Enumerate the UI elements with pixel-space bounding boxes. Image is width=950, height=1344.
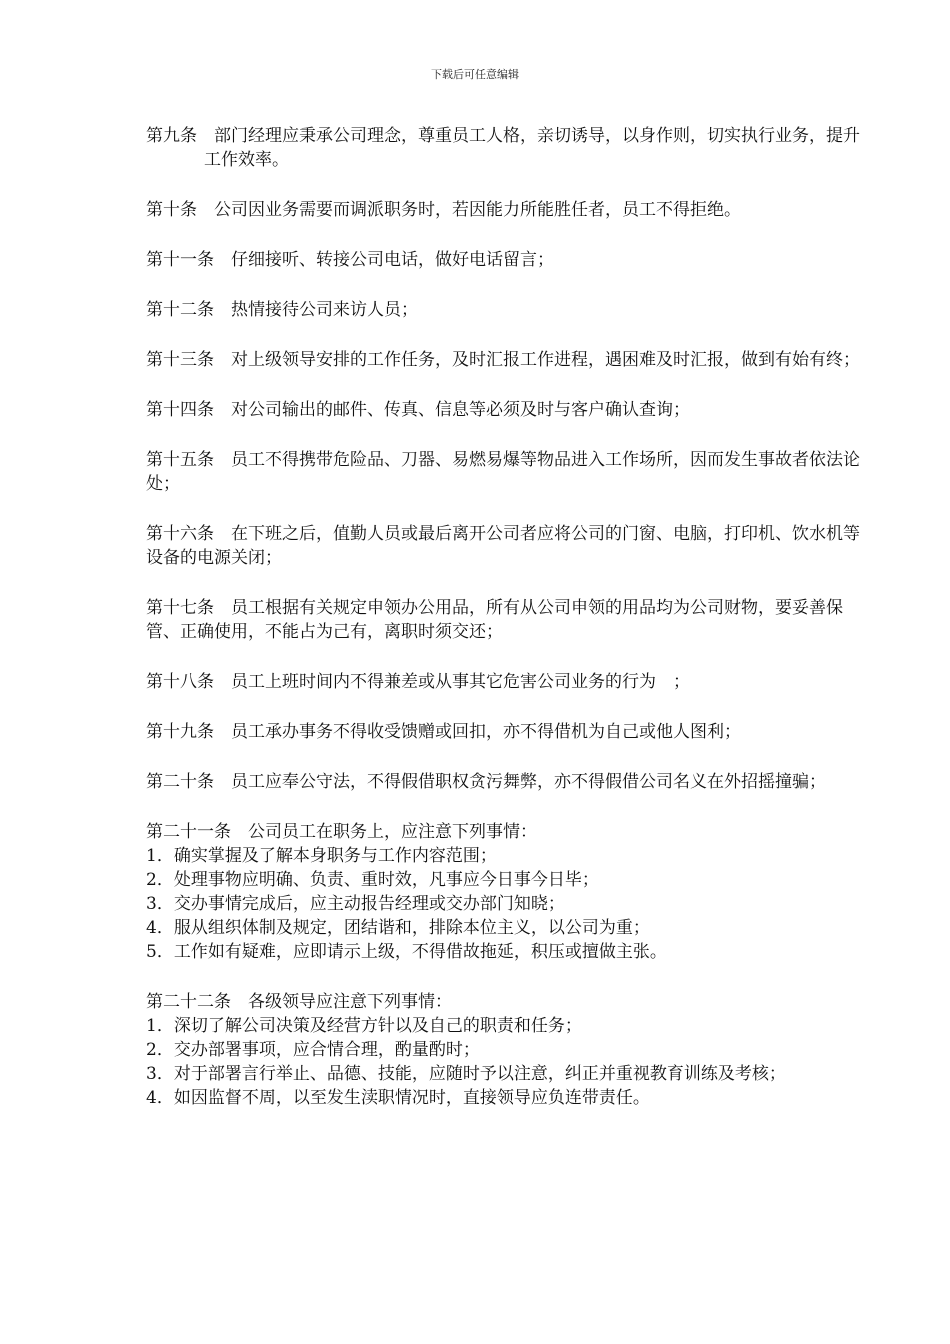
article-18: 第十八条 员工上班时间内不得兼差或从事其它危害公司业务的行为 ； bbox=[146, 672, 690, 692]
list-item: 3．交办事情完成后，应主动报告经理或交办部门知晓； bbox=[146, 894, 565, 914]
list-item: 1．确实掌握及了解本身职务与工作内容范围； bbox=[146, 846, 497, 866]
article-11: 第十一条 仔细接听、转接公司电话，做好电话留言； bbox=[146, 250, 554, 270]
article-20: 第二十条 员工应奉公守法，不得假借职权贪污舞弊，亦不得假借公司名义在外招摇撞骗； bbox=[146, 772, 826, 792]
page-header: 下载后可任意编辑 bbox=[431, 68, 519, 81]
article-22 bbox=[146, 990, 866, 1110]
list-item: 1．深切了解公司决策及经营方针以及自己的职责和任务； bbox=[146, 1016, 582, 1036]
article-9: 第九条 部门经理应秉承公司理念，尊重员工人格，亲切诱导，以身作则，切实执行业务，提升工作效率。 bbox=[146, 126, 860, 170]
list-item: 2．处理事物应明确、负责、重时效，凡事应今日事今日毕； bbox=[146, 870, 599, 890]
article-10: 第十条 公司因业务需要而调派职务时，若因能力所能胜任者，员工不得拒绝。 bbox=[146, 200, 741, 220]
article-14: 第十四条 对公司输出的邮件、传真、信息等必须及时与客户确认查询； bbox=[146, 400, 690, 420]
article-19: 第十九条 员工承办事务不得收受馈赠或回扣，亦不得借机为自己或他人图利； bbox=[146, 722, 741, 742]
article-21-title: 第二十一条 公司员工在职务上，应注意下列事情： bbox=[146, 822, 537, 842]
article-22-title: 第二十二条 各级领导应注意下列事情： bbox=[146, 992, 452, 1012]
list-item: 4．如因监督不周，以至发生渎职情况时，直接领导应负连带责任。 bbox=[146, 1088, 650, 1108]
article-21 bbox=[146, 820, 866, 964]
article-17: 第十七条 员工根据有关规定申领办公用品，所有从公司申领的用品均为公司财物，要妥善保管、正确使用，不能占为己有，离职时须交还； bbox=[146, 598, 843, 642]
list-item: 5．工作如有疑难，应即请示上级，不得借故拖延，积压或擅做主张。 bbox=[146, 942, 667, 962]
list-item: 2．交办部署事项，应合情合理，酌量酌时； bbox=[146, 1040, 480, 1060]
list-item: 3．对于部署言行举止、品德、技能，应随时予以注意，纠正并重视教育训练及考核； bbox=[146, 1064, 786, 1084]
article-13: 第十三条 对上级领导安排的工作任务，及时汇报工作进程，遇困难及时汇报，做到有始有终； bbox=[146, 350, 860, 370]
article-15: 第十五条 员工不得携带危险品、刀器、易燃易爆等物品进入工作场所，因而发生事故者依法论处； bbox=[146, 450, 860, 494]
document-body bbox=[146, 124, 866, 1136]
article-16: 第十六条 在下班之后，值勤人员或最后离开公司者应将公司的门窗、电脑，打印机、饮水机等设备的电源关闭； bbox=[146, 524, 860, 568]
list-item: 4．服从组织体制及规定，团结谐和，排除本位主义，以公司为重； bbox=[146, 918, 650, 938]
article-12: 第十二条 热情接待公司来访人员； bbox=[146, 300, 418, 320]
